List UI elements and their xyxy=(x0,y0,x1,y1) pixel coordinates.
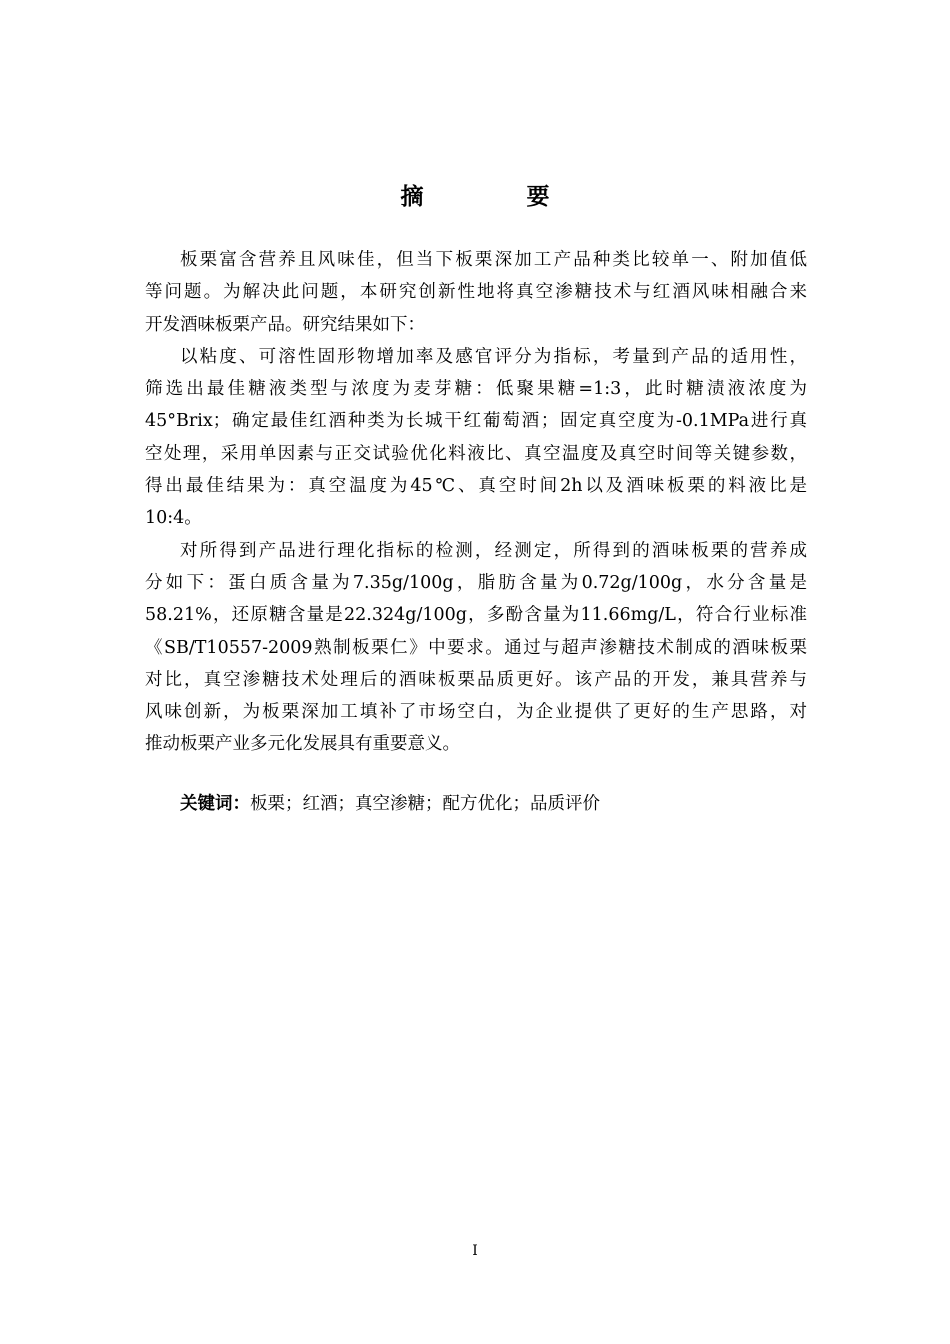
paragraph-3 xyxy=(145,535,807,761)
paragraph-line: 推动板栗产业多元化发展具有重要意义。 xyxy=(145,734,460,755)
abstract-title: 摘 要 xyxy=(400,184,590,210)
paragraph-line: 风味创新，为板栗深加工填补了市场空白，为企业提供了更好的生产思路，对 xyxy=(145,702,807,723)
paragraph-line: 《SB/T10557-2009熟制板栗仁》中要求。通过与超声渗糖技术制成的酒味板栗 xyxy=(145,637,807,658)
paragraph-line: 10:4。 xyxy=(145,508,202,529)
paragraph-line: 得出最佳结果为：真空温度为45℃、真空时间2h以及酒味板栗的料液比是 xyxy=(145,476,807,497)
page-number: I xyxy=(472,1243,478,1259)
keywords-line xyxy=(180,788,800,820)
paragraph-line: 板栗富含营养且风味佳，但当下板栗深加工产品种类比较单一、附加值低 xyxy=(180,250,807,270)
paragraph-line: 45°Brix；确定最佳红酒种类为长城干红葡萄酒；固定真空度为-0.1MPa进行真 xyxy=(145,411,807,432)
abstract-body xyxy=(145,244,807,761)
paragraph-line: 空处理，采用单因素与正交试验优化料液比、真空温度及真空时间等关键参数， xyxy=(145,443,807,464)
paragraph-line: 以粘度、可溶性固形物增加率及感官评分为指标，考量到产品的适用性， xyxy=(180,346,807,367)
paragraph-1 xyxy=(145,244,807,341)
paragraph-line: 等问题。为解决此问题，本研究创新性地将真空渗糖技术与红酒风味相融合来 xyxy=(145,282,807,303)
paragraph-line: 对比，真空渗糖技术处理后的酒味板栗品质更好。该产品的开发，兼具营养与 xyxy=(145,669,807,690)
keywords-label: 关键词： xyxy=(180,794,250,814)
paragraph-2 xyxy=(145,341,807,535)
paragraph-line: 开发酒味板栗产品。研究结果如下： xyxy=(145,314,425,335)
paragraph-line: 分如下：蛋白质含量为7.35g/100g，脂肪含量为0.72g/100g，水分含量是 xyxy=(145,572,807,593)
paragraph-line: 对所得到产品进行理化指标的检测，经测定，所得到的酒味板栗的营养成 xyxy=(180,540,807,561)
keywords-text: 板栗；红酒；真空渗糖；配方优化；品质评价 xyxy=(250,794,600,814)
paragraph-line: 58.21%，还原糖含量是22.324g/100g，多酚含量为11.66mg/L，符合行业标准 xyxy=(145,605,807,626)
paragraph-line: 筛选出最佳糖液类型与浓度为麦芽糖：低聚果糖=1:3，此时糖渍液浓度为 xyxy=(145,379,807,400)
